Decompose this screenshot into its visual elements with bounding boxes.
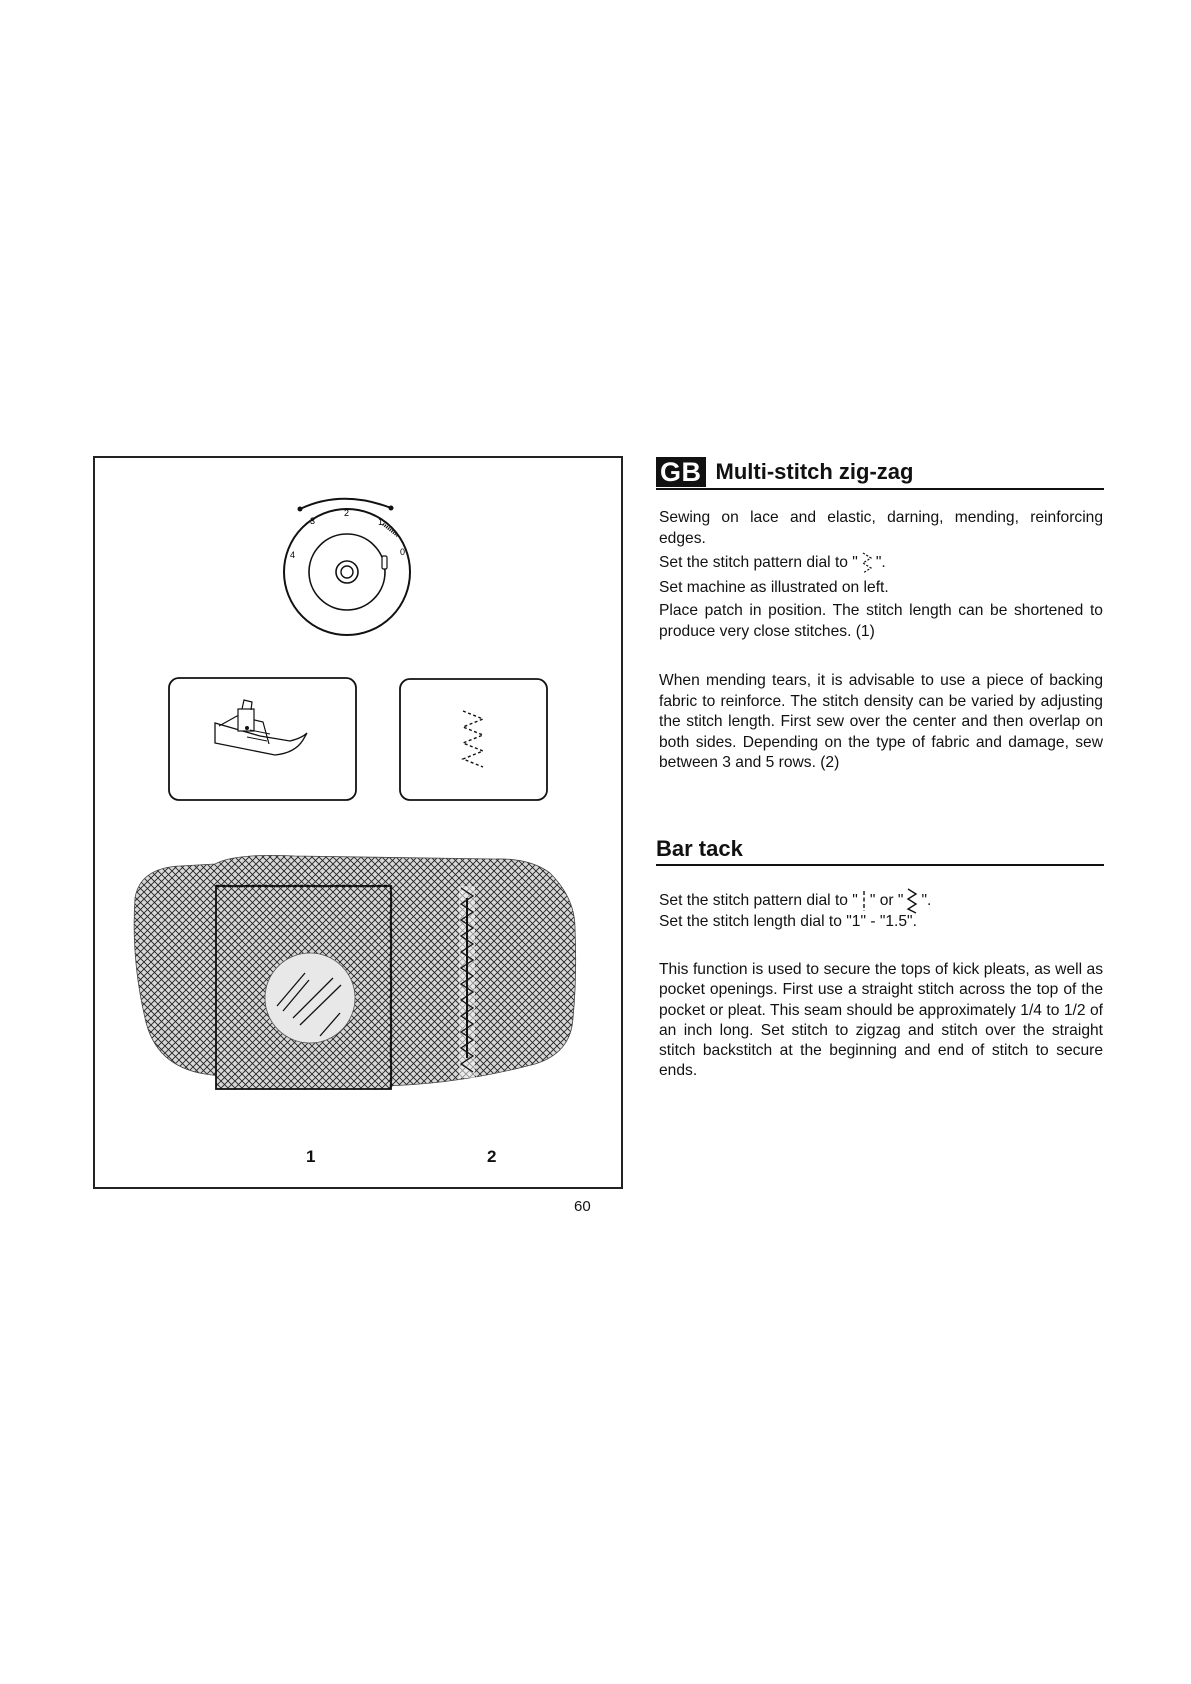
section-title: Multi-stitch zig-zag — [715, 459, 914, 484]
zigzag-stitch-pattern-icon — [400, 679, 547, 800]
section-title: Bar tack — [656, 835, 743, 861]
set-dial-suffix: ". — [875, 554, 886, 572]
intro-text: Sewing on lace and elastic, darning, mending, reinforcing edges. — [659, 509, 1103, 547]
set-dial-prefix: Set the stitch pattern dial to " — [659, 892, 858, 910]
section-heading-multi-stitch — [656, 456, 1104, 490]
dial-number: 3 — [310, 516, 316, 526]
set-dial-or: " or " — [869, 892, 904, 910]
bar-tack-dial-line — [659, 888, 931, 914]
illustration-panel — [93, 456, 623, 1189]
mending-text: When mending tears, it is advisable to use a piece of backing fabric to reinforce. The stitch density can be varied by adjusting the stitch length. First sew over the center and then overlap on both sides. Depending on the type of fabric and damage, sew between 3 and 5 rows. (2) — [659, 672, 1103, 771]
set-dial-prefix: Set the stitch pattern dial to " — [659, 554, 858, 572]
multi-zigzag-symbol-icon — [860, 552, 874, 574]
bar-tack-body-text: This function is used to secure the tops of kick pleats, as well as pocket openings. First use a straight stitch across the top of the pocket or pleat. This seam should be approximately 1/4 to 1/2 of an inch long. Set stitch to zigzag and stitch over the straight stitch backstitch at the beginning and end of stitch to secure ends. — [659, 961, 1103, 1080]
figure-label-1: 1 — [306, 1147, 316, 1166]
section-heading-bar-tack — [656, 833, 1104, 866]
dial-number: 4 — [290, 550, 296, 560]
set-length-text: Set the stitch length dial to "1" - "1.5". — [659, 913, 917, 930]
stitch-length-dial-icon — [284, 499, 410, 635]
dial-number: 0 — [400, 547, 406, 557]
set-dial-line — [659, 552, 886, 574]
illustration — [95, 458, 625, 1191]
page-number: 60 — [574, 1198, 591, 1215]
fabric-mending-illustration — [134, 855, 576, 1089]
zigzag-foot-icon — [169, 678, 356, 800]
straight-stitch-symbol-icon — [860, 890, 868, 912]
figure-label-2: 2 — [487, 1147, 497, 1166]
set-dial-suffix: ". — [921, 892, 932, 910]
set-machine-text: Set machine as illustrated on left. — [659, 579, 889, 596]
dial-number: 2 — [344, 508, 350, 518]
place-patch-text: Place patch in position. The stitch length can be shortened to produce very close stitches. (1) — [659, 602, 1103, 640]
language-badge: GB — [656, 457, 706, 487]
multi-zigzag-symbol-icon — [905, 888, 919, 914]
dial-number: 1 — [378, 517, 384, 527]
